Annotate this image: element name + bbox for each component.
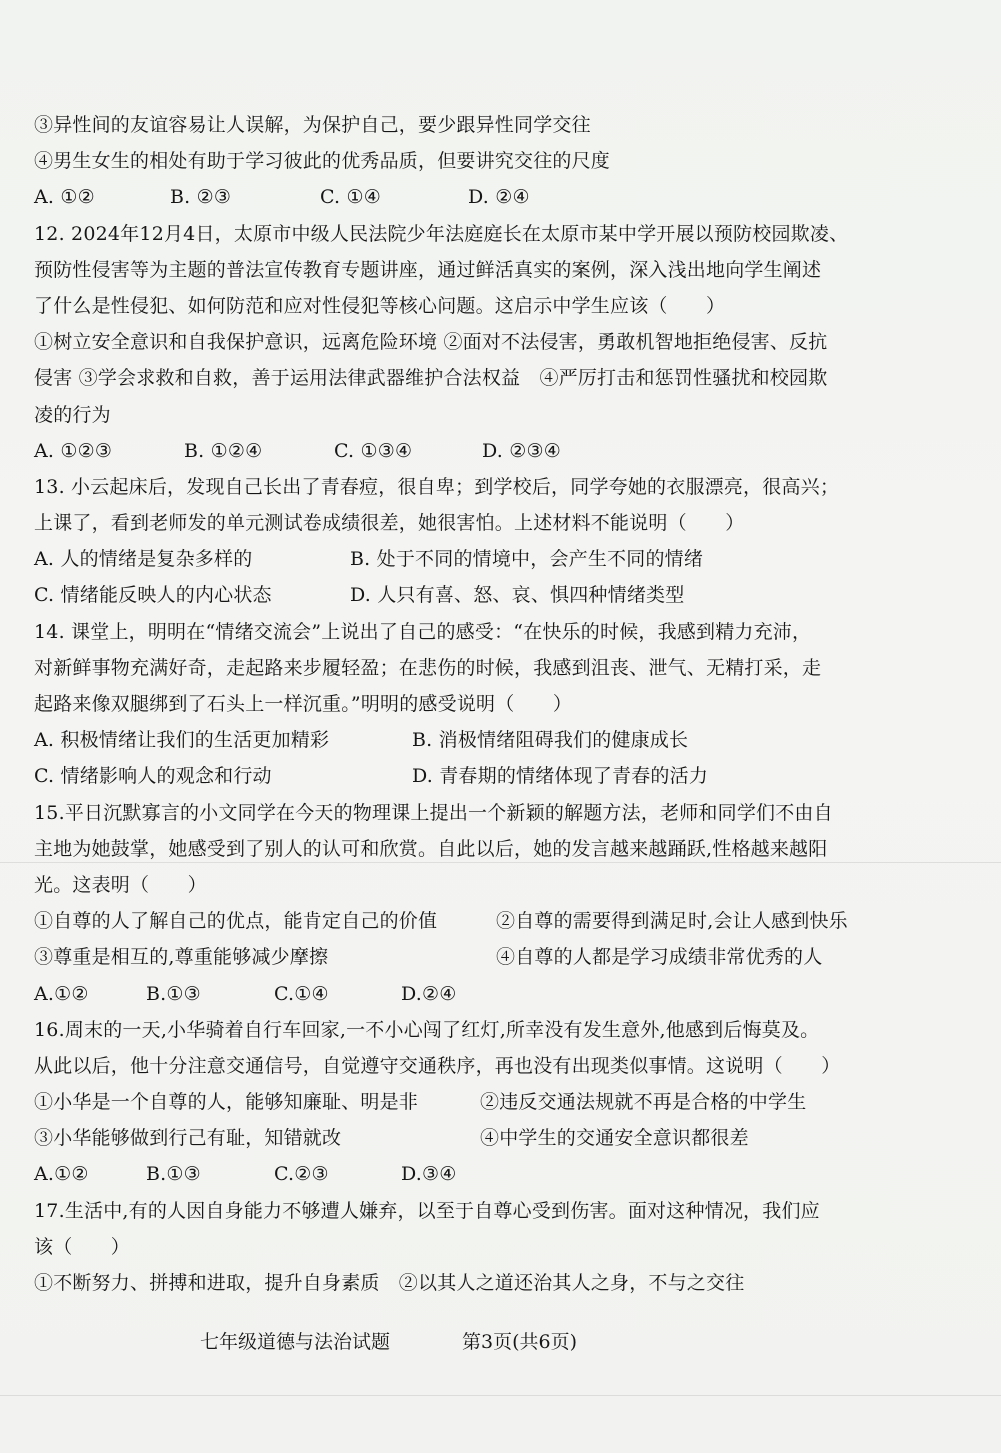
option-d: D.③④ bbox=[401, 1163, 457, 1186]
question-12 bbox=[34, 216, 914, 469]
question-text: 了什么是性侵犯、如何防范和应对性侵犯等核心问题。这启示中学生应该（ ） bbox=[34, 294, 726, 317]
option-row bbox=[34, 433, 914, 469]
option-row bbox=[34, 541, 914, 577]
question-text: 17.生活中,有的人因自身能力不够遭人嫌弃，以至于自尊心受到伤害。面对这种情况，我们应 bbox=[34, 1199, 820, 1222]
question-text: 对新鲜事物充满好奇，走起路来步履轻盈；在悲伤的时候，我感到沮丧、泄气、无精打采，走 bbox=[34, 656, 822, 679]
option-row bbox=[34, 179, 914, 215]
question-14 bbox=[34, 614, 914, 795]
statement: ④自尊的人都是学习成绩非常优秀的人 bbox=[496, 946, 823, 969]
exam-content bbox=[34, 107, 914, 1301]
option-b: B.①③ bbox=[146, 1163, 201, 1186]
option-row bbox=[34, 976, 914, 1012]
option-a: A.①② bbox=[34, 982, 89, 1005]
statement-row bbox=[34, 1120, 914, 1156]
option-a: A. 积极情绪让我们的生活更加精彩 bbox=[34, 729, 330, 752]
scan-fold-line bbox=[0, 1395, 1001, 1396]
statement: ①树立安全意识和自我保护意识，远离危险环境 ②面对不法侵害，勇敢机智地拒绝侵害、反抗 bbox=[34, 331, 828, 354]
option-d: D. ②④ bbox=[468, 186, 530, 209]
option-b: B. 消极情绪阻碍我们的健康成长 bbox=[412, 729, 689, 752]
exam-title: 七年级道德与法治试题 bbox=[200, 1331, 391, 1353]
question-text: 该（ ） bbox=[34, 1235, 131, 1258]
statement: ①自尊的人了解自己的优点，能肯定自己的价值 bbox=[34, 910, 438, 933]
page-footer bbox=[200, 1327, 577, 1354]
option-b: B.①③ bbox=[146, 982, 201, 1005]
option-c: C. ①③④ bbox=[334, 439, 413, 462]
option-c: C.①④ bbox=[274, 982, 329, 1005]
option-d: D. ②③④ bbox=[482, 439, 561, 462]
statement: ②自尊的需要得到满足时,会让人感到快乐 bbox=[496, 910, 848, 933]
option-b: B. ①②④ bbox=[184, 439, 263, 462]
statement: ④中学生的交通安全意识都很差 bbox=[480, 1127, 749, 1150]
option-c: C. 情绪能反映人的内心状态 bbox=[34, 584, 272, 607]
statement: ②违反交通法规就不再是合格的中学生 bbox=[480, 1091, 807, 1114]
question-15 bbox=[34, 795, 914, 1012]
statement: ③异性间的友谊容易让人误解，为保护自己，要少跟异性同学交往 bbox=[34, 114, 591, 136]
statement: ①小华是一个自尊的人，能够知廉耻、明是非 bbox=[34, 1091, 419, 1114]
question-text: 15.平日沉默寡言的小文同学在今天的物理课上提出一个新颖的解题方法，老师和同学们不由自 bbox=[34, 801, 833, 824]
statement: 凌的行为 bbox=[34, 403, 111, 426]
statement-row bbox=[34, 939, 914, 975]
question-text: 上课了，看到老师发的单元测试卷成绩很差，她很害怕。上述材料不能说明（ ） bbox=[34, 512, 745, 535]
question-17 bbox=[34, 1193, 914, 1302]
statement: ④男生女生的相处有助于学习彼此的优秀品质，但要讲究交往的尺度 bbox=[34, 150, 611, 173]
option-a: A. ①②③ bbox=[34, 439, 113, 462]
option-c: C. 情绪影响人的观念和行动 bbox=[34, 765, 272, 788]
option-row bbox=[34, 758, 914, 794]
option-d: D. 人只有喜、怒、哀、惧四种情绪类型 bbox=[350, 584, 685, 607]
option-b: B. 处于不同的情境中，会产生不同的情绪 bbox=[350, 548, 704, 571]
option-d: D. 青春期的情绪体现了青春的活力 bbox=[412, 765, 709, 788]
question-11 bbox=[34, 107, 914, 216]
option-a: A.①② bbox=[34, 1163, 89, 1186]
question-text: 12. 2024年12月4日，太原市中级人民法院少年法庭庭长在太原市某中学开展以预防校园欺凌、 bbox=[34, 222, 849, 245]
option-row bbox=[34, 1156, 914, 1192]
question-text: 主地为她鼓掌，她感受到了别人的认可和欣赏。自此以后，她的发言越来越踊跃,性格越来越阳 bbox=[34, 837, 828, 860]
statement-row bbox=[34, 1084, 914, 1120]
option-d: D.②④ bbox=[401, 982, 457, 1005]
question-text: 14. 课堂上，明明在“情绪交流会”上说出了自己的感受：“在快乐的时候，我感到精力充沛， bbox=[34, 620, 812, 643]
question-text: 13. 小云起床后，发现自己长出了青春痘，很自卑；到学校后，同学夸她的衣服漂亮，很高兴； bbox=[34, 475, 840, 498]
page-number: 第3页(共6页) bbox=[462, 1331, 578, 1353]
question-text: 光。这表明（ ） bbox=[34, 873, 207, 896]
option-c: C. ①④ bbox=[320, 186, 382, 209]
question-text: 预防性侵害等为主题的普法宣传教育专题讲座，通过鲜活真实的案例，深入浅出地向学生阐述 bbox=[34, 258, 822, 281]
statement: 侵害 ③学会求救和自救，善于运用法律武器维护合法权益 ④严厉打击和惩罚性骚扰和校园欺 bbox=[34, 367, 828, 390]
statement-row bbox=[34, 903, 914, 939]
question-text: 起路来像双腿绑到了石头上一样沉重。”明明的感受说明（ ） bbox=[34, 693, 573, 715]
statement: ③尊重是相互的,尊重能够减少摩擦 bbox=[34, 946, 329, 969]
question-text: 从此以后，他十分注意交通信号，自觉遵守交通秩序，再也没有出现类似事情。这说明（ ） bbox=[34, 1054, 841, 1077]
option-c: C.②③ bbox=[274, 1163, 329, 1186]
statement: ①不断努力、拼搏和进取，提升自身素质 ②以其人之道还治其人之身，不与之交往 bbox=[34, 1272, 745, 1294]
option-row bbox=[34, 577, 914, 613]
option-b: B. ②③ bbox=[170, 186, 232, 209]
question-16 bbox=[34, 1012, 914, 1193]
option-a: A. ①② bbox=[34, 186, 95, 209]
statement: ③小华能够做到行己有耻，知错就改 bbox=[34, 1127, 342, 1150]
question-13 bbox=[34, 469, 914, 614]
option-a: A. 人的情绪是复杂多样的 bbox=[34, 548, 253, 571]
option-row bbox=[34, 722, 914, 758]
question-text: 16.周末的一天,小华骑着自行车回家,一不小心闯了红灯,所幸没有发生意外,他感到后悔莫及。 bbox=[34, 1018, 820, 1041]
